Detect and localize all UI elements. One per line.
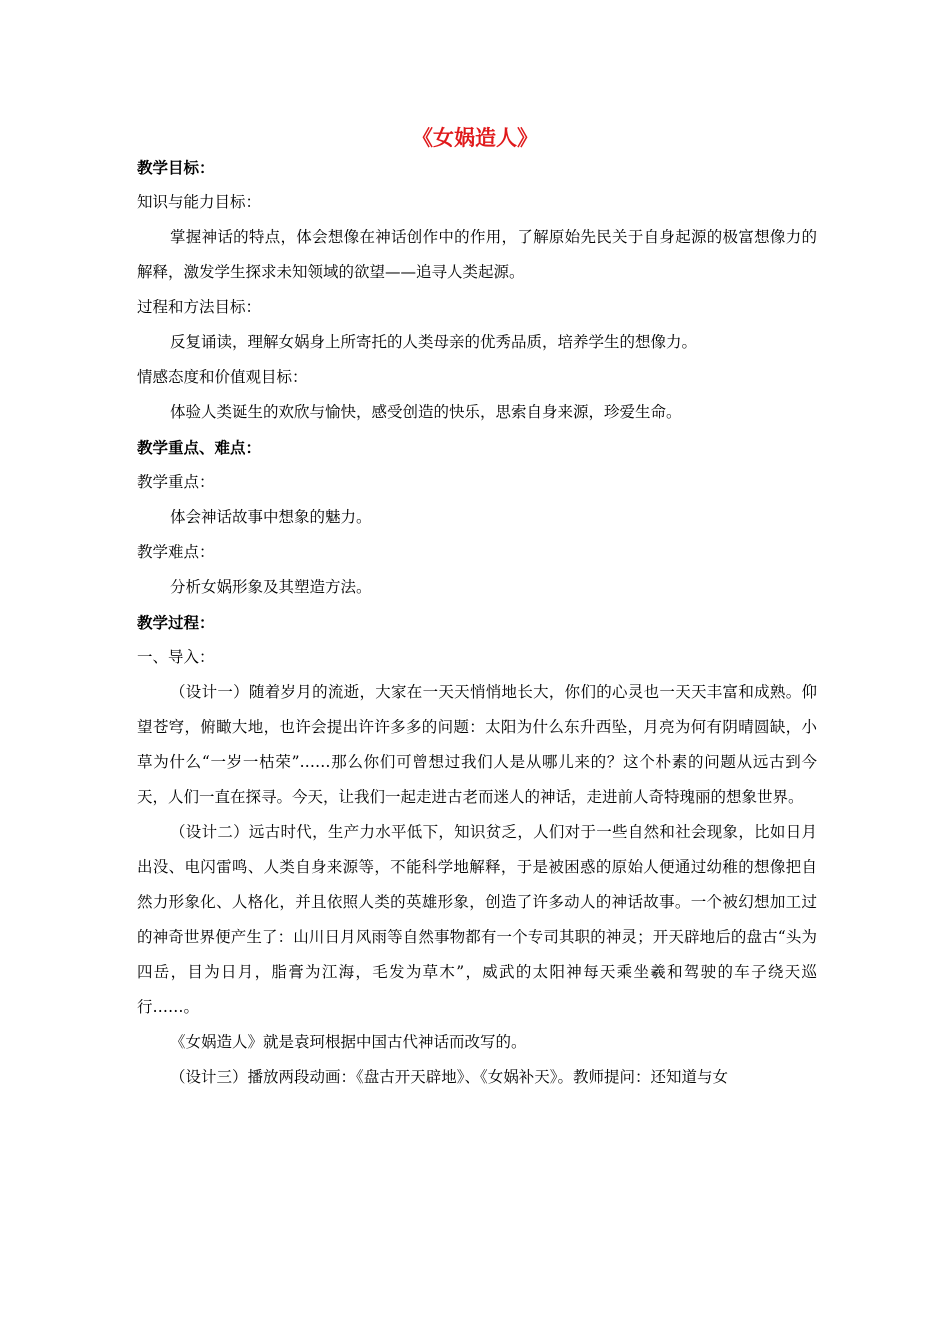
design-two-paragraph: （设计二）远古时代，生产力水平低下，知识贫乏，人们对于一些自然和社会现象，比如日月出没、电闪雷鸣、人类自身来源等，不能科学地解释，于是被困惑的原始人便通过幼稚的想像把自然力形象化、人格化，并且依照人类的英雄形象，创造了许多动人的神话故事。一个被幻想加工过的神奇世界便产生了：山川日月风雨等自然事物都有一个专司其职的神灵；开天辟地后的盘古“头为四岳，目为日月，脂膏为江海，毛发为草木”，威武的太阳神每天乘坐羲和驾驶的车子绕天巡行……。 bbox=[137, 823, 817, 1016]
intro-heading: 一、导入： bbox=[137, 648, 215, 666]
adapted-note: 《女娲造人》就是袁珂根据中国古代神话而改写的。 bbox=[170, 1033, 527, 1051]
difficult-heading: 教学难点： bbox=[137, 543, 215, 561]
process-heading: 过程和方法目标： bbox=[137, 298, 262, 316]
knowledge-text: 掌握神话的特点，体会想像在神话创作中的作用，了解原始先民关于自身起源的极富想像力的解释，激发学生探求未知领域的欲望——追寻人类起源。 bbox=[137, 228, 817, 281]
difficult-text: 分析女娲形象及其塑造方法。 bbox=[170, 578, 372, 596]
design-three-paragraph: （设计三）播放两段动画：《盘古开天辟地》、《女娲补天》。教师提问：还知道与女 bbox=[170, 1068, 729, 1086]
document-body bbox=[137, 150, 817, 1095]
design-one-paragraph: （设计一）随着岁月的流逝，大家在一天天悄悄地长大，你们的心灵也一天天丰富和成熟。仰望苍穹，俯瞰大地，也许会提出许许多多的问题：太阳为什么东升西坠，月亮为何有阴晴圆缺，小草为什么“一岁一枯荣”……那么你们可曾想过我们人是从哪儿来的？这个朴素的问题从远古到今天，人们一直在探寻。今天，让我们一起走进古老而迷人的神话，走进前人奇特瑰丽的想象世界。 bbox=[137, 683, 817, 806]
goals-heading: 教学目标： bbox=[137, 158, 215, 177]
key-text: 体会神话故事中想象的魅力。 bbox=[170, 508, 372, 526]
knowledge-heading: 知识与能力目标： bbox=[137, 193, 262, 211]
teaching-process-heading: 教学过程： bbox=[137, 613, 215, 632]
process-text: 反复诵读，理解女娲身上所寄托的人类母亲的优秀品质，培养学生的想像力。 bbox=[170, 333, 698, 351]
key-difficult-heading: 教学重点、难点： bbox=[137, 438, 262, 457]
emotion-heading: 情感态度和价值观目标： bbox=[137, 368, 308, 386]
emotion-text: 体验人类诞生的欢欣与愉快，感受创造的快乐，思索自身来源，珍爱生命。 bbox=[170, 403, 682, 421]
document-title: 《女娲造人》 bbox=[412, 125, 538, 150]
key-heading: 教学重点： bbox=[137, 473, 215, 491]
